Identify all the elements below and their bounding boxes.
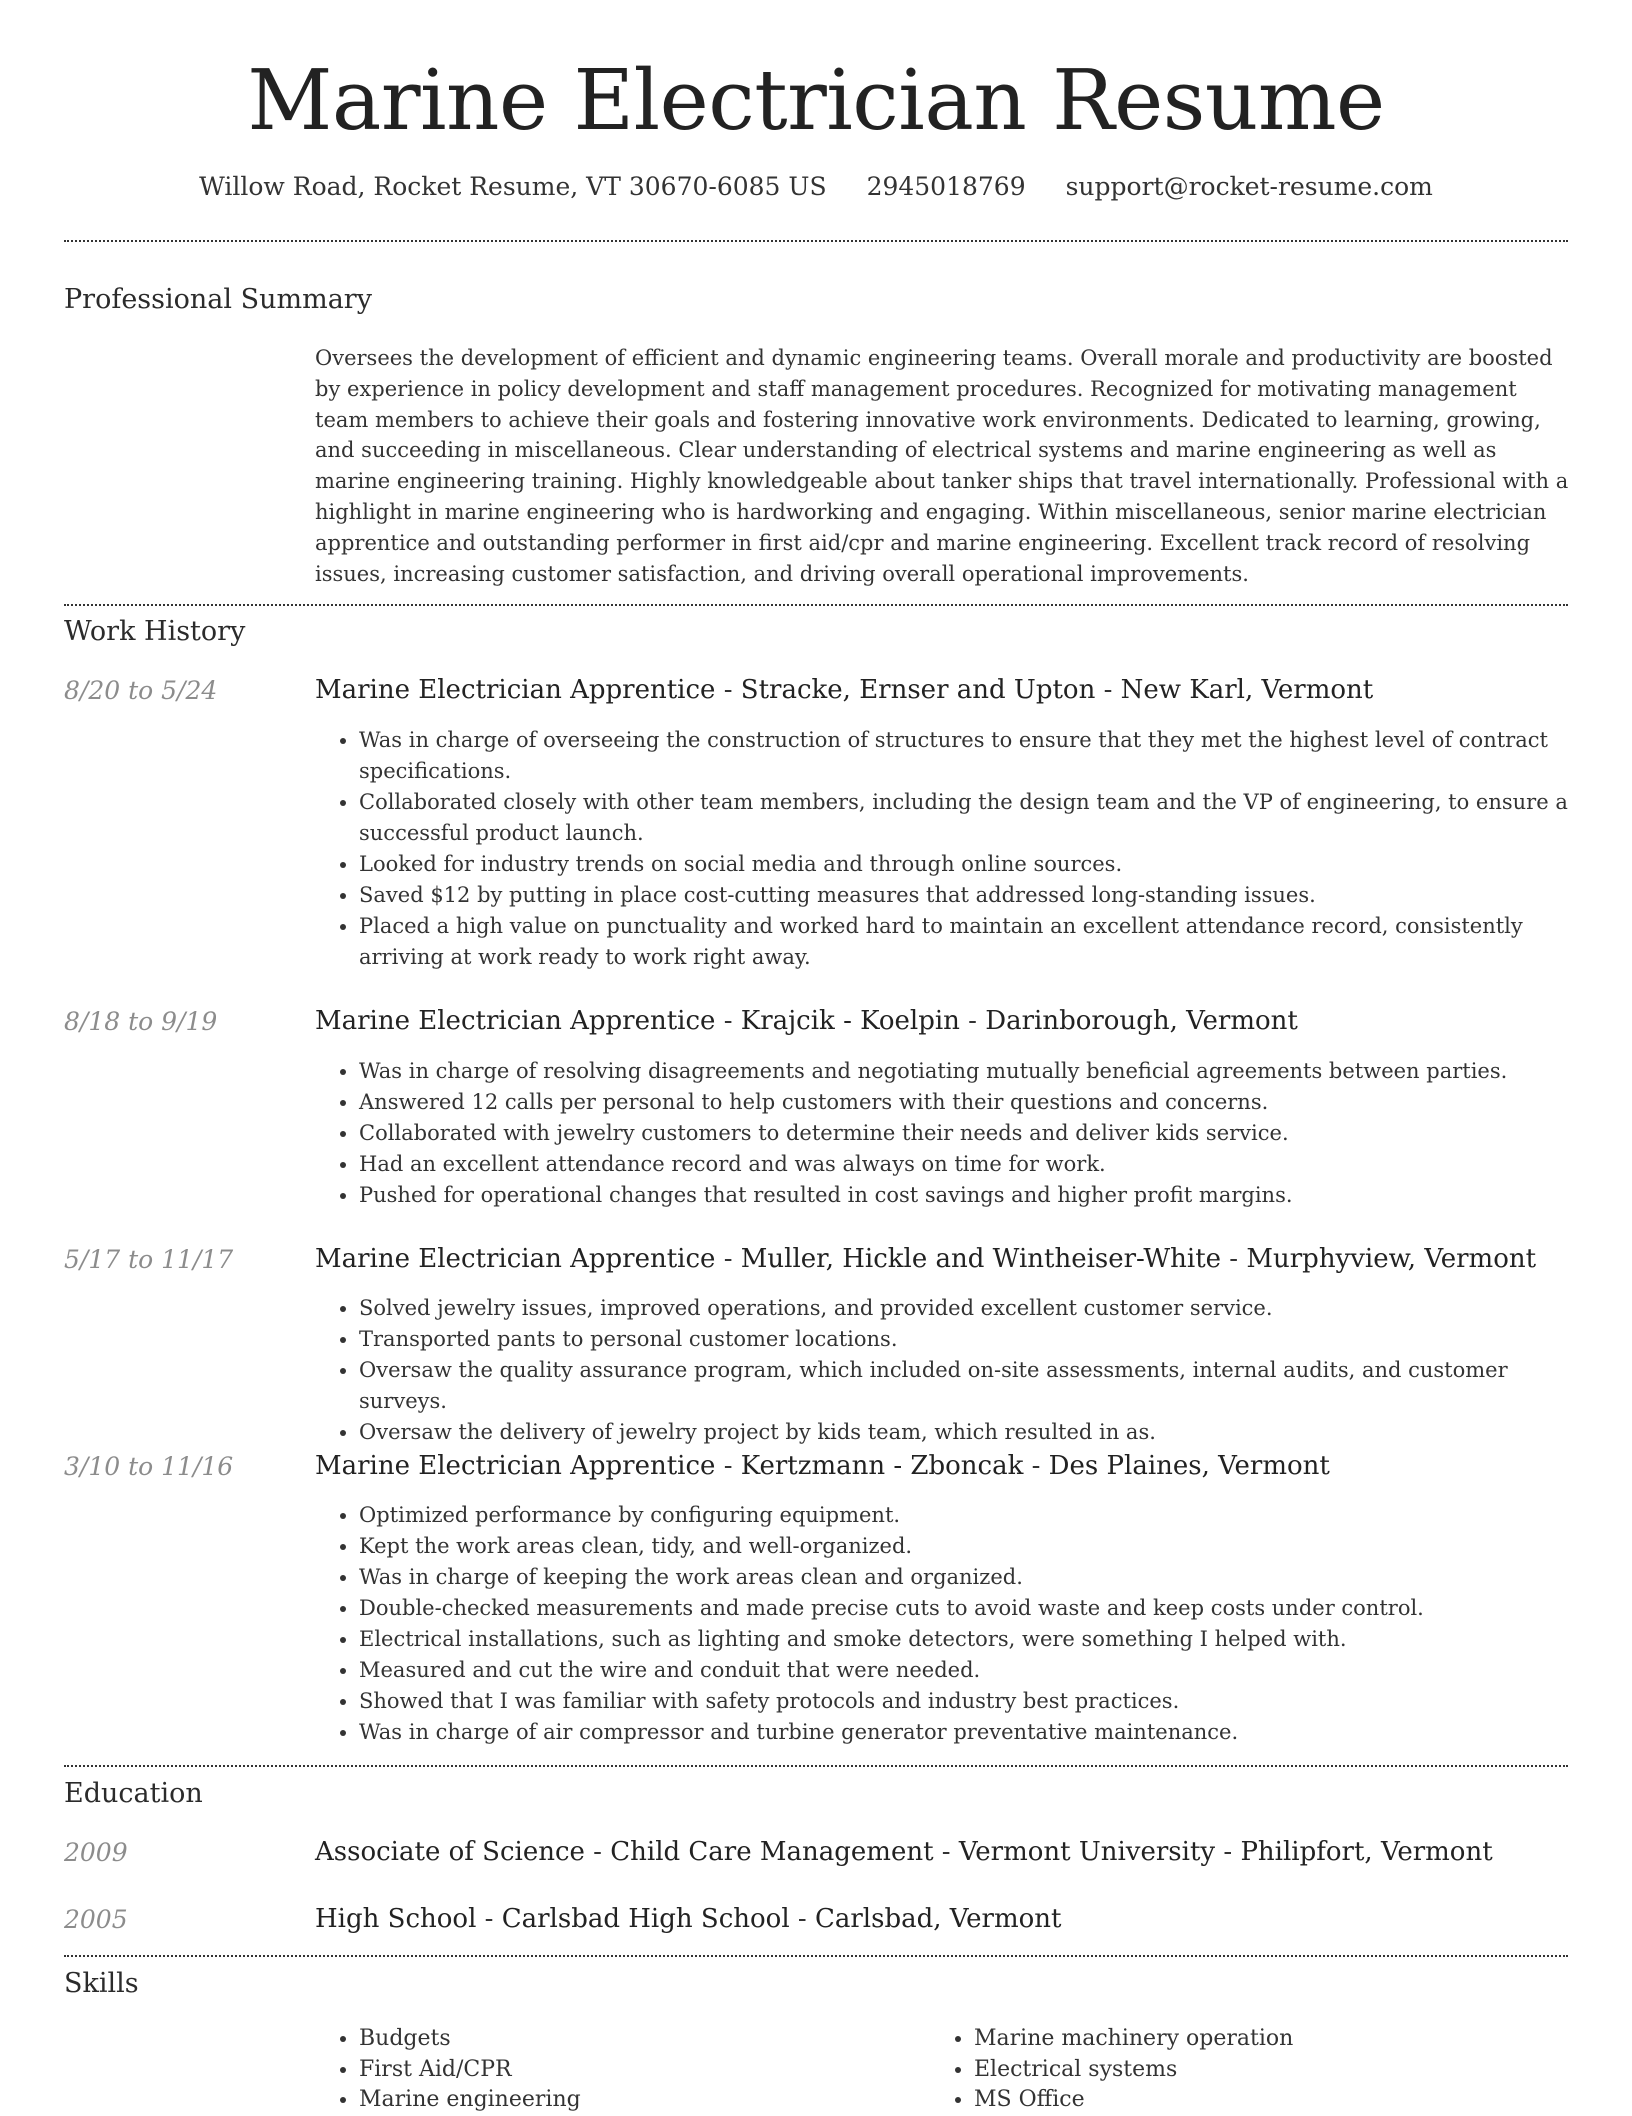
job-title: Marine Electrician Apprentice - Muller, Hickle and Wintheiser-White - Murphyview, Vermont	[315, 1244, 1537, 1274]
skill-item: • Electrical systems	[974, 2055, 1293, 2086]
job-bullet: • Was in charge of air compressor and turbine generator preventative maintenance.	[359, 1717, 1599, 1748]
job-bullet: • Electrical installations, such as lighting and smoke detectors, were something I helped with.	[359, 1624, 1599, 1655]
skills-list-left	[315, 2024, 581, 2116]
job-location: Darinborough, Vermont	[985, 1006, 1298, 1036]
divider	[64, 1955, 1568, 1957]
education-school: Carlsbad High School	[501, 1904, 790, 1934]
job-title: Marine Electrician Apprentice - Kertzmann - Zboncak - Des Plaines, Vermont	[315, 1451, 1330, 1481]
summary-text: Oversees the development of efficient and dynamic engineering teams. Overall morale and productivity are boosted by experience in policy development and staff management procedures. Recognized for motivating management team members to achieve their goals and fostering innovative work environments. Dedicated to learning, growing, and succeeding in miscellaneous. Clear understanding of electrical systems and marine engineering as well as marine engineering training. Highly knowledgeable about tanker ships that travel internationally. Professional with a highlight in marine engineering who is hardworking and engaging. Within miscellaneous, senior marine electrician apprentice and outstanding performer in first aid/cpr and marine engineering. Excellent track record of resolving issues, increasing customer satisfaction, and driving overall operational improvements.	[315, 346, 1569, 586]
section-title-skills: Skills	[64, 1968, 139, 1999]
job-bullet: • Was in charge of overseeing the construction of structures to ensure that they met the highest level of contract specifications.	[359, 725, 1599, 787]
job-bullet: • Oversaw the delivery of jewelry project by kids team, which resulted in as.	[359, 1417, 1599, 1448]
job-company: Stracke, Ernser and Upton	[740, 675, 1096, 705]
job-bullet: • Pushed for operational changes that resulted in cost savings and higher profit margins.	[359, 1180, 1599, 1211]
job-company: Muller, Hickle and Wintheiser-White	[740, 1244, 1222, 1274]
skill-item: • Marine machinery operation	[974, 2024, 1293, 2055]
job-bullets	[315, 725, 1599, 973]
job-bullet: • Measured and cut the wire and conduit that were needed.	[359, 1655, 1599, 1686]
job-dates: 8/20 to 5/24	[64, 676, 218, 705]
job-dates: 8/18 to 9/19	[64, 1007, 218, 1036]
job-bullet: • Answered 12 calls per personal to help customers with their questions and concerns.	[359, 1087, 1599, 1118]
job-location: Murphyview, Vermont	[1246, 1244, 1537, 1274]
job-bullet: • Transported pants to personal customer locations.	[359, 1324, 1599, 1355]
job-dates: 3/10 to 11/16	[64, 1452, 234, 1481]
education-field: Child Care Management	[610, 1837, 934, 1867]
job-company: Kertzmann - Zboncak	[740, 1451, 1024, 1481]
job-bullets	[315, 1500, 1599, 1748]
job-bullet: • Double-checked measurements and made precise cuts to avoid waste and keep costs under control.	[359, 1593, 1599, 1624]
contact-phone: 2945018769	[866, 172, 1026, 201]
skill-item: • First Aid/CPR	[359, 2055, 581, 2086]
section-title-education: Education	[64, 1778, 203, 1809]
job-location: New Karl, Vermont	[1120, 675, 1374, 705]
education-location: Philipfort, Vermont	[1240, 1837, 1493, 1867]
contact-address: Willow Road, Rocket Resume, VT 30670-6085 US	[199, 172, 827, 201]
job-bullet: • Looked for industry trends on social media and through online sources.	[359, 849, 1599, 880]
divider	[64, 604, 1568, 606]
education-year: 2009	[64, 1838, 128, 1867]
contact-email: support@rocket-resume.com	[1065, 172, 1433, 201]
job-title: Marine Electrician Apprentice - Krajcik - Koelpin - Darinborough, Vermont	[315, 1006, 1298, 1036]
contact-line	[0, 172, 1632, 201]
job-bullet: • Collaborated with jewelry customers to determine their needs and deliver kids service.	[359, 1118, 1599, 1149]
skill-item: • MS Office	[974, 2085, 1293, 2116]
job-location: Des Plaines, Vermont	[1048, 1451, 1330, 1481]
job-title: Marine Electrician Apprentice - Stracke, Ernser and Upton - New Karl, Vermont	[315, 675, 1374, 705]
job-bullet: • Placed a high value on punctuality and worked hard to maintain an excellent attendance record, consistently arriving at work ready to work right away.	[359, 911, 1599, 973]
resume-name: Marine Electrician Resume	[247, 52, 1385, 149]
job-bullet: • Showed that I was familiar with safety protocols and industry best practices.	[359, 1686, 1599, 1717]
job-role: Marine Electrician Apprentice	[315, 675, 716, 705]
education-school: Vermont University	[958, 1837, 1216, 1867]
job-company: Krajcik - Koelpin	[740, 1006, 960, 1036]
education-location: Carlsbad, Vermont	[814, 1904, 1062, 1934]
section-title-summary: Professional Summary	[64, 284, 372, 315]
job-dates: 5/17 to 11/17	[64, 1245, 234, 1274]
job-bullet: • Was in charge of keeping the work areas clean and organized.	[359, 1562, 1599, 1593]
skills-list-right	[930, 2024, 1293, 2116]
job-role: Marine Electrician Apprentice	[315, 1451, 716, 1481]
education-entry: High School - Carlsbad High School - Carlsbad, Vermont	[315, 1904, 1062, 1934]
job-bullet: • Saved $12 by putting in place cost-cutting measures that addressed long-standing issues.	[359, 880, 1599, 911]
education-year: 2005	[64, 1905, 128, 1934]
job-role: Marine Electrician Apprentice	[315, 1244, 716, 1274]
job-bullet: • Collaborated closely with other team members, including the design team and the VP of engineering, to ensure a successful product launch.	[359, 787, 1599, 849]
education-entry: Associate of Science - Child Care Management - Vermont University - Philipfort, Vermont	[315, 1837, 1493, 1867]
job-bullet: • Was in charge of resolving disagreements and negotiating mutually beneficial agreements between parties.	[359, 1056, 1599, 1087]
job-bullet: • Optimized performance by configuring equipment.	[359, 1500, 1599, 1531]
section-title-work-history: Work History	[64, 616, 246, 647]
skill-item: • Marine engineering	[359, 2085, 581, 2116]
job-bullet: • Kept the work areas clean, tidy, and well-organized.	[359, 1531, 1599, 1562]
education-degree: Associate of Science	[315, 1837, 585, 1867]
divider	[64, 1765, 1568, 1767]
job-bullet: • Oversaw the quality assurance program, which included on-site assessments, internal audits, and customer surveys.	[359, 1355, 1599, 1417]
job-bullets	[315, 1056, 1599, 1211]
job-bullets	[315, 1293, 1599, 1448]
job-bullet: • Had an excellent attendance record and was always on time for work.	[359, 1149, 1599, 1180]
job-bullet: • Solved jewelry issues, improved operations, and provided excellent customer service.	[359, 1293, 1599, 1324]
job-role: Marine Electrician Apprentice	[315, 1006, 716, 1036]
divider	[64, 240, 1568, 242]
skill-item: • Budgets	[359, 2024, 581, 2055]
education-degree: High School	[315, 1904, 477, 1934]
